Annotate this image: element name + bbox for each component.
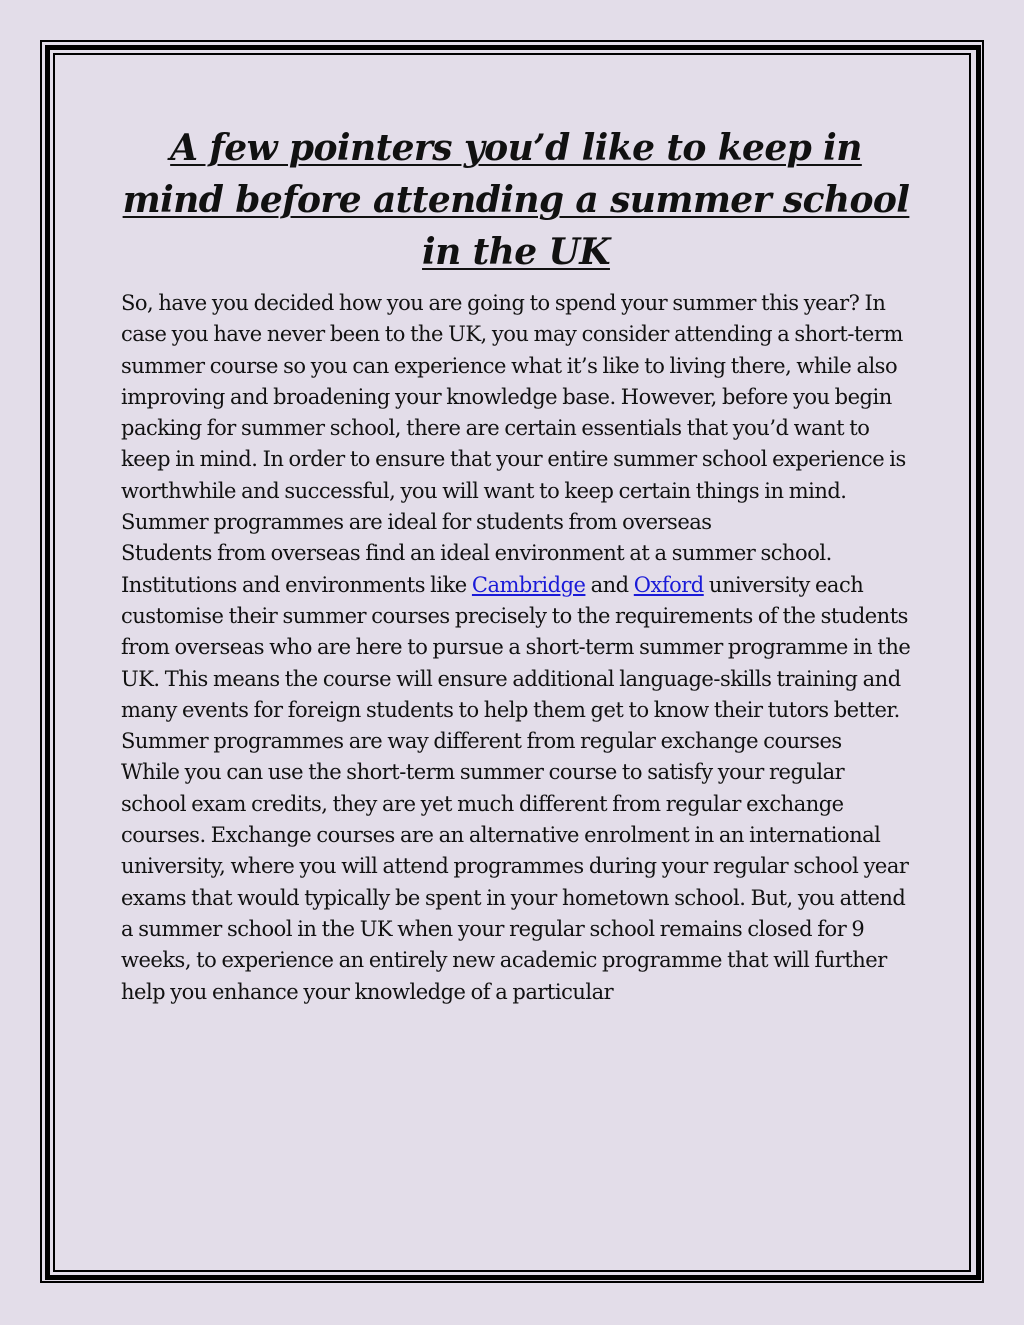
document-content: [121, 122, 911, 1008]
document-body: [121, 288, 911, 1008]
overseas-paragraph-start: Students from overseas find an ideal environment at a summer school. Institutions and environments like: [121, 541, 832, 597]
document-title: A few pointers you’d like to keep in mind before attending a summer school in the UK: [122, 127, 910, 273]
intro-paragraph: So, have you decided how you are going to spend your summer this year? In case you have never been to the UK, you may consider attending a short-term summer course so you can experience what it’s like to living there, while also improving and broadening your knowledge base. However, before you begin packing for summer school, there are certain essentials that you’d want to keep in mind. In order to ensure that your entire summer school experience is worthwhile and successful, you will want to keep certain things in mind.: [121, 291, 906, 503]
cambridge-link[interactable]: Cambridge: [471, 572, 586, 597]
overseas-paragraph-end: university each customise their summer courses precisely to the requirements of the students from overseas who are here to pursue a short-term summer programme in the UK. This means the course will ensure additional language-skills training and many events for foreign students to help them get to know their tutors better.: [121, 572, 911, 722]
section-heading-overseas: Summer programmes are ideal for students from overseas: [121, 510, 712, 535]
overseas-paragraph-and: and: [585, 572, 634, 597]
oxford-link[interactable]: Oxford: [633, 572, 704, 597]
overseas-paragraph: [121, 538, 911, 726]
exchange-paragraph: While you can use the short-term summer course to satisfy your regular school exam credits, they are yet much different from regular exchange courses. Exchange courses are an alternative enrolment in an international university, where you will attend programmes during your regular school year exams that would typically be spent in your hometown school. But, you attend a summer school in the UK when your regular school remains closed for 9 weeks, to experience an entirely new academic programme that will further help you enhance your knowledge of a particular: [121, 760, 909, 1004]
section-heading-exchange: Summer programmes are way different from regular exchange courses: [121, 729, 842, 754]
